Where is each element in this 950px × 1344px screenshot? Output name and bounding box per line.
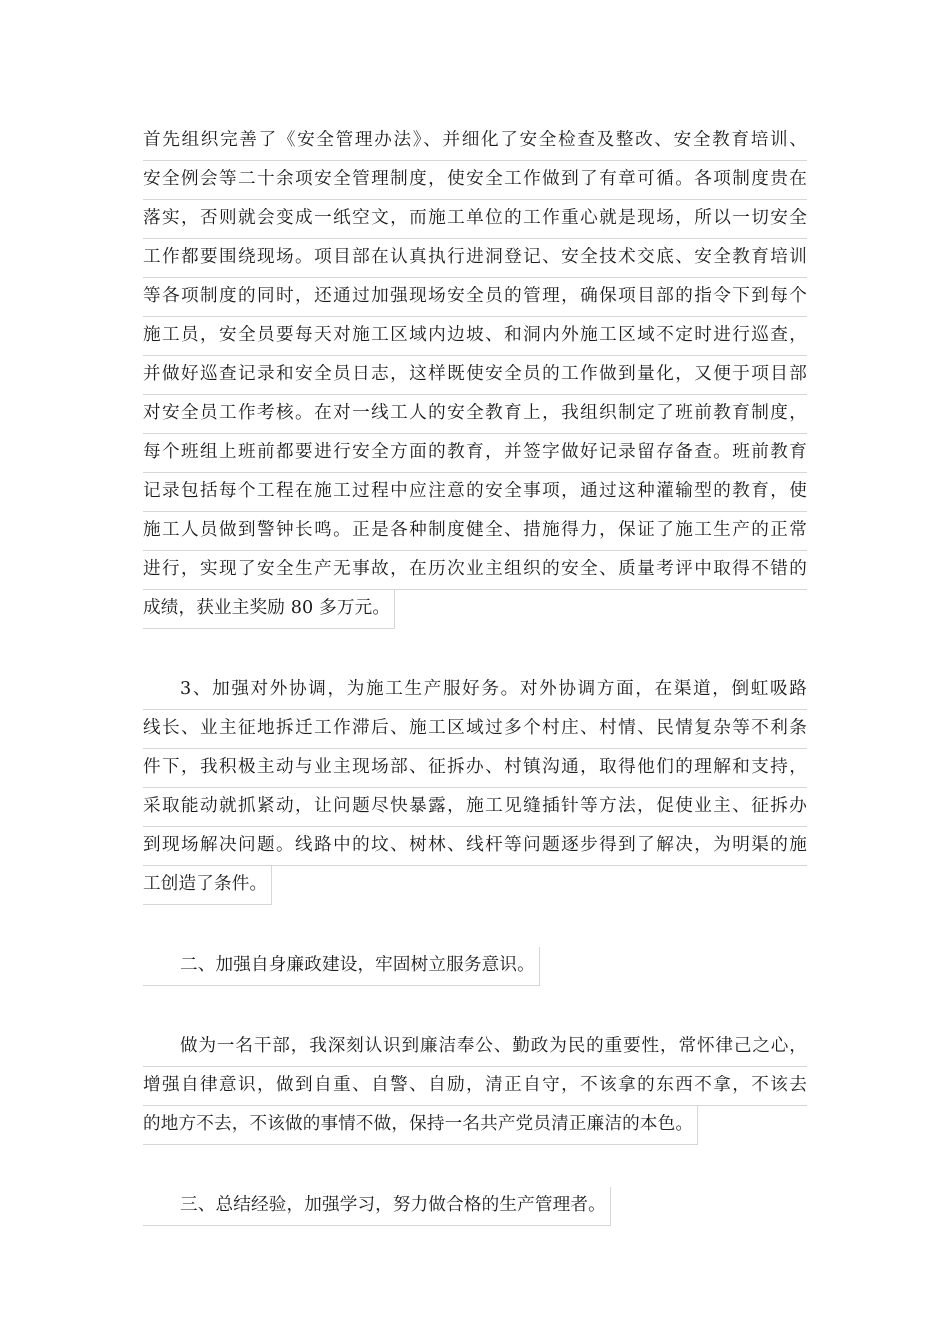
text-line: 安全例会等二十余项安全管理制度，使安全工作做到了有章可循。各项制度贵在 [143,161,807,200]
text-line: 做为一名干部，我深刻认识到廉洁奉公、勤政为民的重要性，常怀律己之心， [143,1028,807,1067]
text-line: 每个班组上班前都要进行安全方面的教育，并签字做好记录留存备查。班前教育 [143,434,807,473]
text-line: 3、加强对外协调，为施工生产服好务。对外协调方面，在渠道，倒虹吸路 [143,671,807,710]
text-line: 线长、业主征地拆迁工作滞后、施工区域过多个村庄、村情、民情复杂等不利条 [143,710,807,749]
text-line: 采取能动就抓紧动，让问题尽快暴露，施工见缝插针等方法，促使业主、征拆办 [143,788,807,827]
text-line: 记录包括每个工程在施工过程中应注意的安全事项，通过这种灌输型的教育，使 [143,473,807,512]
section-heading: 二、加强自身廉政建设，牢固树立服务意识。 [143,947,540,986]
text-line: 件下，我积极主动与业主现场部、征拆办、村镇沟通，取得他们的理解和支持， [143,749,807,788]
text-line: 进行，实现了安全生产无事故，在历次业主组织的安全、质量考评中取得不错的 [143,551,807,590]
text-line: 工创造了条件。 [143,866,272,905]
text-line: 工作都要围绕现场。项目部在认真执行进洞登记、安全技术交底、安全教育培训 [143,239,807,278]
text-line: 落实，否则就会变成一纸空文，而施工单位的工作重心就是现场，所以一切安全 [143,200,807,239]
text-line: 施工人员做到警钟长鸣。正是各种制度健全、措施得力，保证了施工生产的正常 [143,512,807,551]
text-line: 到现场解决问题。线路中的坟、树林、线杆等问题逐步得到了解决，为明渠的施 [143,827,807,866]
document-page [143,122,807,1230]
section-heading-learning [143,1187,807,1230]
text-line: 等各项制度的同时，还通过加强现场安全员的管理，确保项目部的指令下到每个 [143,278,807,317]
text-line: 施工员，安全员要每天对施工区域内边坡、和洞内外施工区域不定时进行巡查， [143,317,807,356]
text-line: 首先组织完善了《安全管理办法》、并细化了安全检查及整改、安全教育培训、 [143,122,807,161]
text-line: 并做好巡查记录和安全员日志，这样既使安全员的工作做到量化，又便于项目部 [143,356,807,395]
text-line: 成绩，获业主奖励 80 多万元。 [143,590,395,629]
section-heading-integrity [143,947,807,990]
paragraph-integrity [143,1028,807,1149]
text-line: 增强自律意识，做到自重、自警、自励，清正自守，不该拿的东西不拿，不该去 [143,1067,807,1106]
paragraph-external-coordination [143,671,807,909]
section-heading: 三、总结经验，加强学习，努力做合格的生产管理者。 [143,1187,611,1226]
text-line: 的地方不去，不该做的事情不做，保持一名共产党员清正廉洁的本色。 [143,1106,698,1145]
text-line: 对安全员工作考核。在对一线工人的安全教育上，我组织制定了班前教育制度， [143,395,807,434]
paragraph-safety-management [143,122,807,633]
